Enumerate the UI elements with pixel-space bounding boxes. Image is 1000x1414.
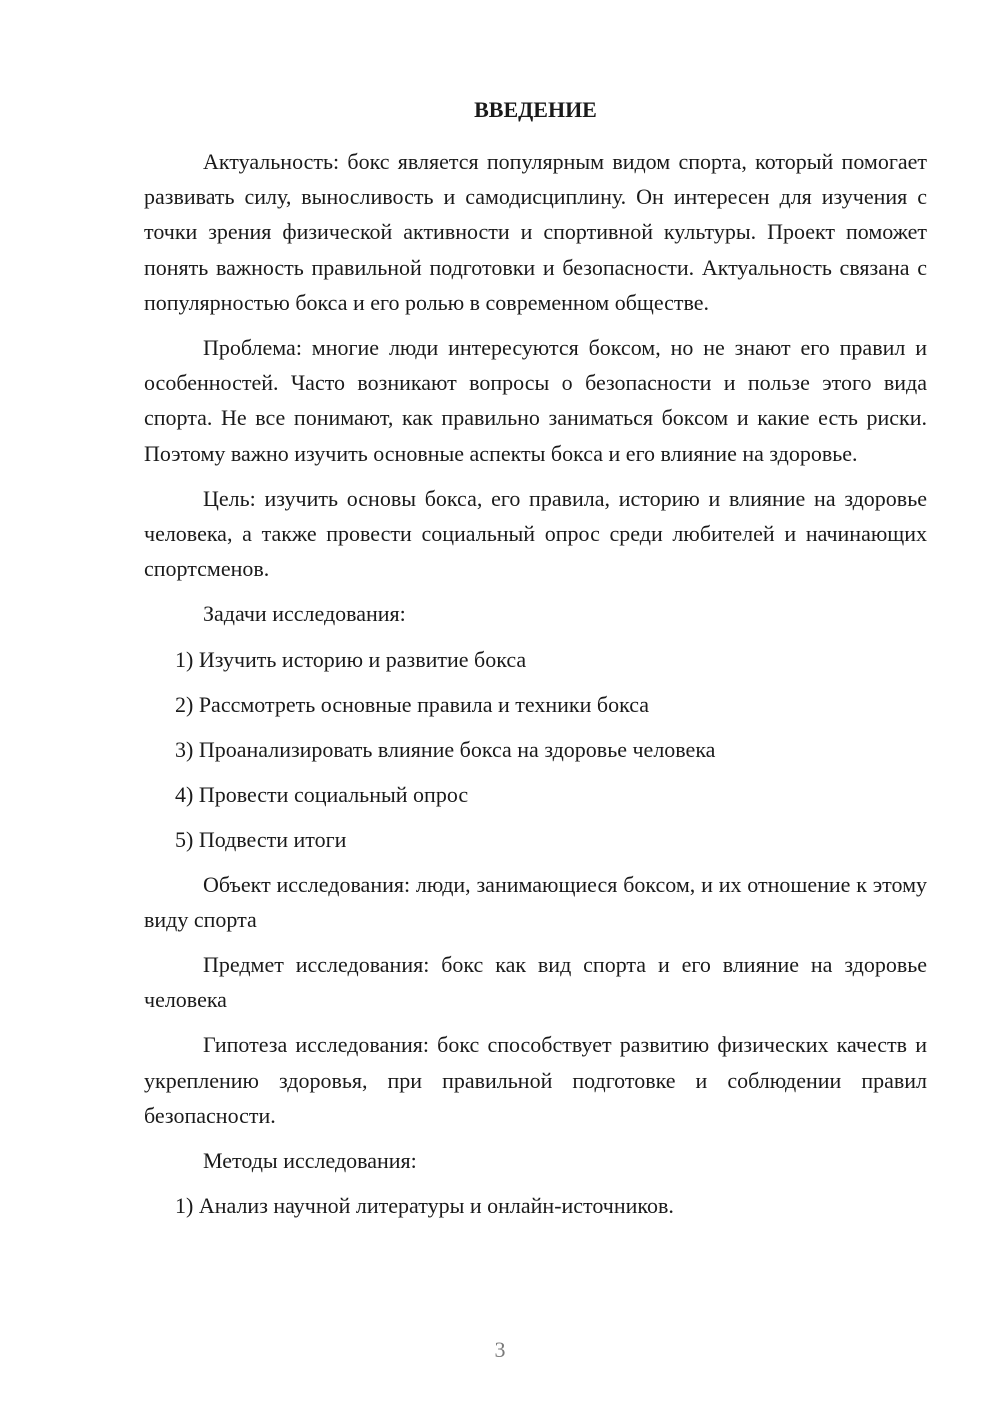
page-body: [144, 94, 927, 1233]
methods-heading: Методы исследования:: [203, 1148, 417, 1174]
task-item: 1) Изучить историю и развитие бокса: [175, 646, 527, 672]
relevance-paragraph: Актуальность: бокс является популярным видом спорта, который помогает развивать силу, выносливость и самодисциплину. Он интересен для изучения с точки зрения физической активности и спортивной культуры. Проект поможет понять важность правильной подготовки и безопасности. Актуальность связана с популярностью бокса и его ролью в современном обществе.: [144, 149, 927, 315]
hypothesis-paragraph: Гипотеза исследования: бокс способствует развитию физических качеств и укреплению здоровья, при правильной подготовке и соблюдении правил безопасности.: [144, 1032, 927, 1128]
subject-paragraph: Предмет исследования: бокс как вид спорта и его влияние на здоровье человека: [144, 952, 927, 1013]
method-item: 1) Анализ научной литературы и онлайн-источников.: [175, 1193, 674, 1219]
task-item: 5) Подвести итоги: [175, 826, 347, 852]
object-paragraph: Объект исследования: люди, занимающиеся боксом, и их отношение к этому виду спорта: [144, 871, 927, 932]
task-item: 4) Провести социальный опрос: [175, 781, 469, 807]
section-title: ВВЕДЕНИЕ: [474, 97, 597, 122]
task-item: 3) Проанализировать влияние бокса на здоровье человека: [175, 736, 716, 762]
page-number: 3: [494, 1337, 506, 1362]
task-item: 2) Рассмотреть основные правила и техники бокса: [175, 691, 650, 717]
tasks-heading: Задачи исследования:: [203, 601, 406, 627]
problem-paragraph: Проблема: многие люди интересуются боксом, но не знают его правил и особенностей. Часто возникают вопросы о безопасности и пользе этого вида спорта. Не все понимают, как правильно заниматься боксом и какие есть риски. Поэтому важно изучить основные аспекты бокса и его влияние на здоровье.: [144, 335, 927, 466]
goal-paragraph: Цель: изучить основы бокса, его правила, историю и влияние на здоровье человека, а также провести социальный опрос среди любителей и начинающих спортсменов.: [144, 485, 927, 582]
